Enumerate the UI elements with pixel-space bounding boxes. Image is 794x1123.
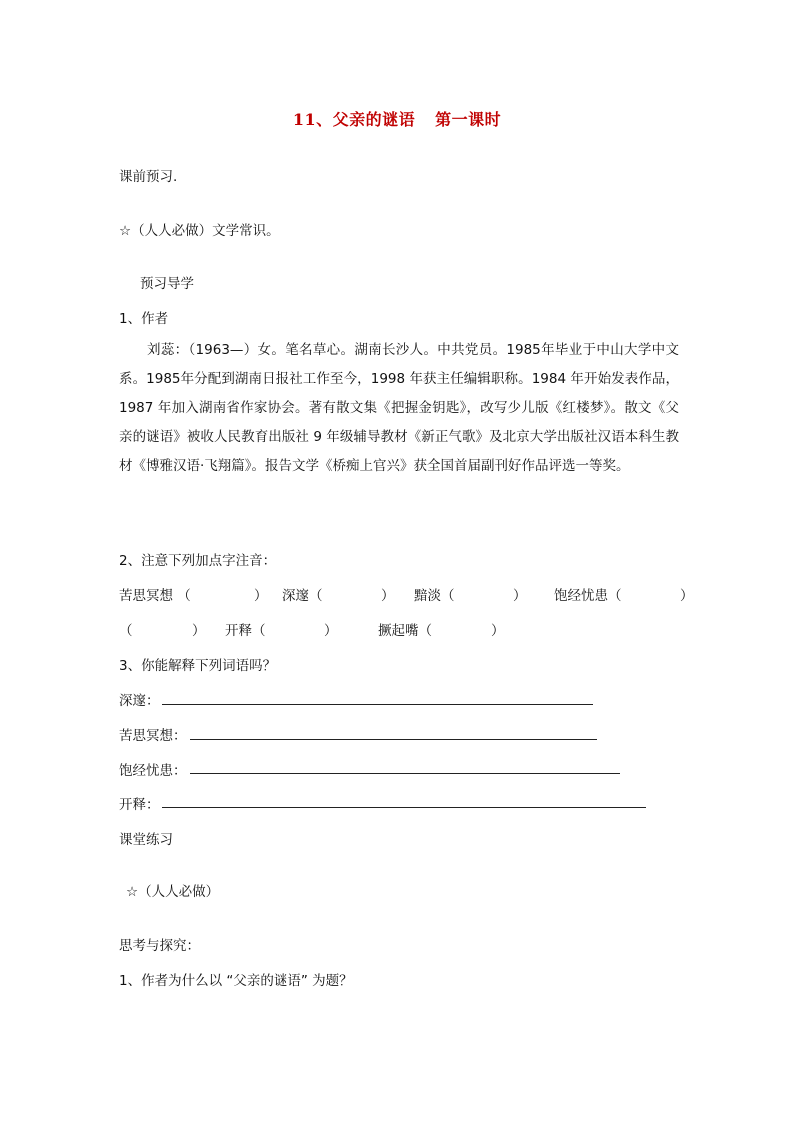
answer-line-4[interactable] (162, 807, 646, 808)
pinyin-close-6: ） (324, 623, 338, 639)
pinyin-close-2: ） (381, 588, 395, 604)
question-1-label: 1、作者 (119, 311, 169, 327)
term-label-4: 开释： (119, 797, 160, 813)
final-question: 1、作者为什么以 “父亲的谜语” 为题？ (119, 973, 353, 989)
question-3-label: 3、你能解释下列词语吗？ (119, 658, 277, 674)
question-2-label: 2、注意下列加点字注音： (119, 553, 277, 569)
term-label-1: 深邃： (119, 693, 160, 709)
answer-line-1[interactable] (162, 704, 593, 705)
page-title (0, 107, 794, 130)
term-label-3: 饱经忧患： (119, 763, 187, 779)
class-practice-heading: 课堂练习 (119, 832, 173, 848)
think-explore-heading: 思考与探究： (119, 938, 200, 954)
author-paragraph: 刘蕊：（1963—）女。笔名草心。湖南长沙人。中共党员。1985年毕业于中山大学中文系。1985年分配到湖南日报社工作至今，1998 年获主任编辑职称。1984 年开始发表作品，1987 年加入湖南省作家协会。著有散文集《把握金钥匙》，改写少儿版《红楼梦》。散文《父亲的谜语》被收人民教育出版社 9 年级辅导教材《新正气歌》及北京大学出版社汉语本科生教材《博雅汉语·飞翔篇》。报告文学《桥痴上官兴》获全国首届副刊好作品评选一等奖。 (119, 342, 679, 474)
pinyin-term-1: 苦思冥想 （ (119, 588, 191, 604)
pinyin-term-2: 深邃（ (282, 588, 323, 604)
preview-guide-heading: 预习导学 (140, 276, 194, 292)
answer-line-2[interactable] (190, 739, 597, 740)
pinyin-close-5: ） (192, 623, 206, 639)
pinyin-close-1: ） (254, 588, 268, 604)
task-literary-knowledge: ☆（人人必做）文学常识。 (119, 223, 280, 239)
pinyin-open-5: （ (119, 623, 133, 639)
pinyin-term-7: 撅起嘴（ (378, 623, 432, 639)
pinyin-close-3: ） (513, 588, 527, 604)
title-period: 第一课时 (435, 110, 502, 129)
answer-line-3[interactable] (190, 773, 620, 774)
pinyin-close-4: ） (680, 588, 694, 604)
preview-heading: 课前预习. (119, 169, 178, 185)
pinyin-close-7: ） (491, 623, 505, 639)
pinyin-term-6: 开释（ (225, 623, 266, 639)
task-everyone: ☆（人人必做） (126, 884, 220, 900)
pinyin-term-3: 黯淡（ (414, 588, 455, 604)
title-lesson: 11、父亲的谜语 (292, 110, 416, 129)
term-label-2: 苦思冥想： (119, 728, 187, 744)
pinyin-term-4: 饱经忧患（ (554, 588, 622, 604)
